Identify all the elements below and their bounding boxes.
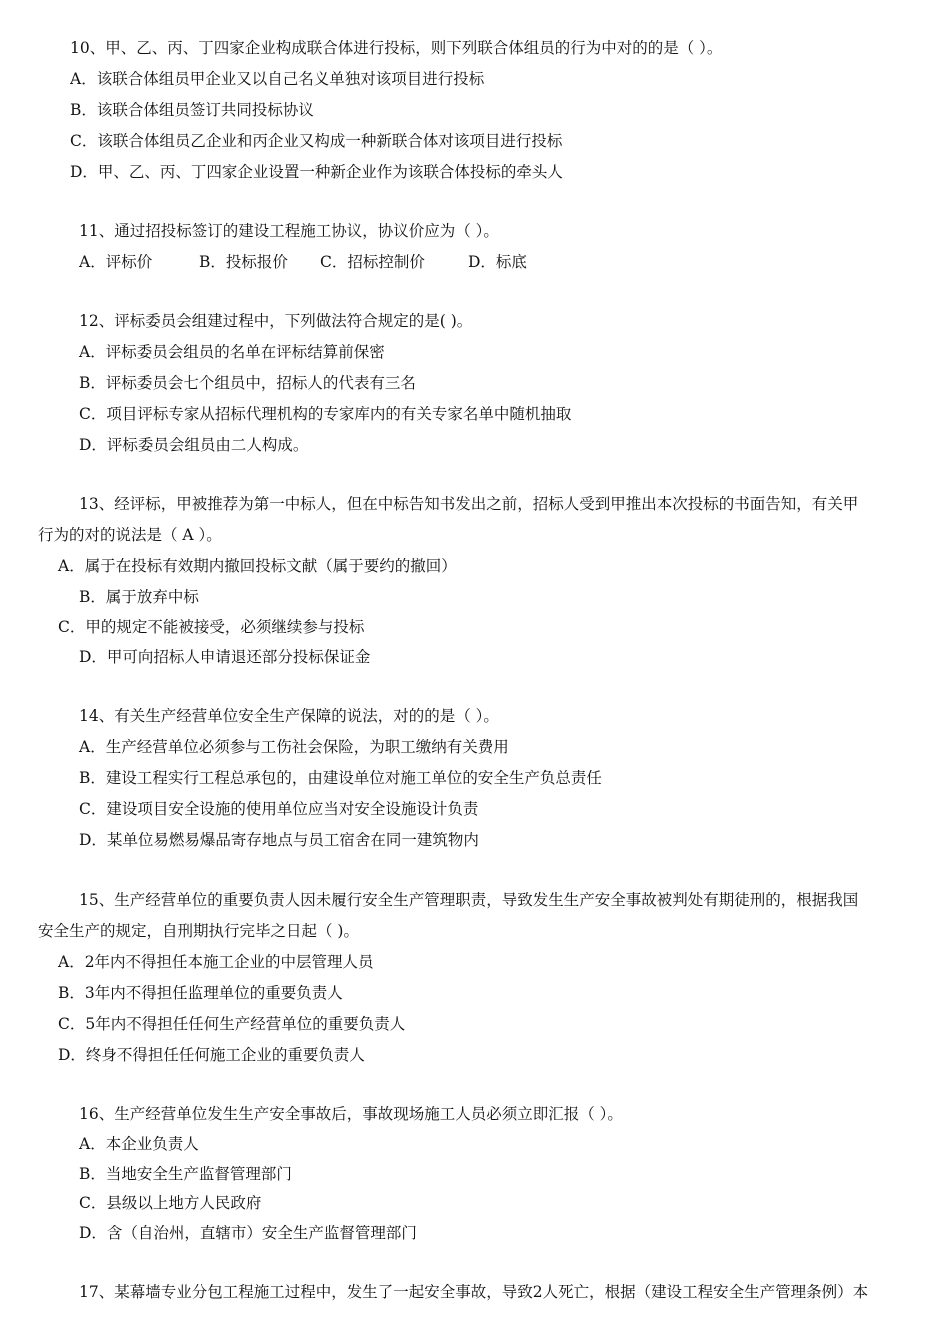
question-14-option-c: C．建设项目安全设施的使用单位应当对安全设施设计负责: [79, 800, 479, 818]
question-11-options: [79, 252, 527, 272]
question-10-stem: 10、甲、乙、丙、丁四家企业构成联合体进行投标，则下列联合体组员的行为中对的的是（ ）。: [70, 39, 723, 57]
question-16-option-d: D．含（自治州，直辖市）安全生产监督管理部门: [79, 1224, 417, 1242]
question-15-option-d: D．终身不得担任任何施工企业的重要负责人: [58, 1046, 365, 1064]
question-15-option-c: C．5年内不得担任任何生产经营单位的重要负责人: [58, 1015, 406, 1033]
question-13-stem-line-2: 行为的对的说法是（ A ）。: [38, 526, 222, 544]
question-10-option-c: C．该联合体组员乙企业和丙企业又构成一种新联合体对该项目进行投标: [70, 132, 563, 150]
question-13-option-a: A．属于在投标有效期内撤回投标文献（属于要约的撤回）: [58, 557, 457, 575]
question-10-option-a: A．该联合体组员甲企业又以自己名义单独对该项目进行投标: [70, 70, 485, 88]
question-15-stem-line-1: 15、生产经营单位的重要负责人因未履行安全生产管理职责，导致发生生产安全事故被判处有期徒刑的，根据我国: [79, 891, 859, 909]
question-15-option-a: A．2年内不得担任本施工企业的中层管理人员: [58, 953, 374, 971]
question-11-option-a: A．评标价: [79, 253, 153, 271]
question-12-option-b: B．评标委员会七个组员中，招标人的代表有三名: [79, 374, 416, 392]
question-15-option-b: B．3年内不得担任监理单位的重要负责人: [58, 984, 343, 1002]
question-13-option-d: D．甲可向招标人申请退还部分投标保证金: [79, 648, 371, 666]
question-16-option-b: B．当地安全生产监督管理部门: [79, 1165, 292, 1183]
question-11-option-d: D．标底: [468, 253, 527, 271]
question-10-option-d: D．甲、乙、丙、丁四家企业设置一种新企业作为该联合体投标的牵头人: [70, 163, 563, 181]
question-14-option-b: B．建设工程实行工程总承包的，由建设单位对施工单位的安全生产负总责任: [79, 769, 602, 787]
question-12-option-c: C．项目评标专家从招标代理机构的专家库内的有关专家名单中随机抽取: [79, 405, 572, 423]
question-10-option-b: B．该联合体组员签订共同投标协议: [70, 101, 314, 119]
question-17-stem: 17、某幕墙专业分包工程施工过程中，发生了一起安全事故，导致2人死亡，根据（建设工程安全生产管理条例）本: [79, 1283, 869, 1301]
question-13-stem-line-1: 13、经评标，甲被推荐为第一中标人，但在中标告知书发出之前，招标人受到甲推出本次投标的书面告知，有关甲: [79, 495, 859, 513]
question-14-stem: 14、有关生产经营单位安全生产保障的说法，对的的是（ ）。: [79, 707, 499, 725]
question-14-option-a: A．生产经营单位必须参与工伤社会保险，为职工缴纳有关费用: [79, 738, 509, 756]
question-12-option-a: A．评标委员会组员的名单在评标结算前保密: [79, 343, 385, 361]
question-16-stem: 16、生产经营单位发生生产安全事故后，事故现场施工人员必须立即汇报（ ）。: [79, 1105, 623, 1123]
question-14-option-d: D．某单位易燃易爆品寄存地点与员工宿舍在同一建筑物内: [79, 831, 479, 849]
question-15-stem-line-2: 安全生产的规定，自刑期执行完毕之日起（ )。: [38, 922, 359, 940]
question-12-stem: 12、评标委员会组建过程中，下列做法符合规定的是( )。: [79, 312, 473, 330]
question-16-option-c: C．县级以上地方人民政府: [79, 1194, 262, 1212]
question-13-option-c: C．甲的规定不能被接受，必须继续参与投标: [58, 618, 365, 636]
question-13-option-b: B．属于放弃中标: [79, 588, 199, 606]
question-11-option-c: C．招标控制价: [320, 253, 425, 271]
question-12-option-d: D．评标委员会组员由二人构成。: [79, 436, 309, 454]
question-11-option-b: B．投标报价: [199, 253, 288, 271]
question-16-option-a: A．本企业负责人: [79, 1135, 199, 1153]
question-11-stem: 11、通过招投标签订的建设工程施工协议，协议价应为（ ）。: [79, 222, 499, 240]
